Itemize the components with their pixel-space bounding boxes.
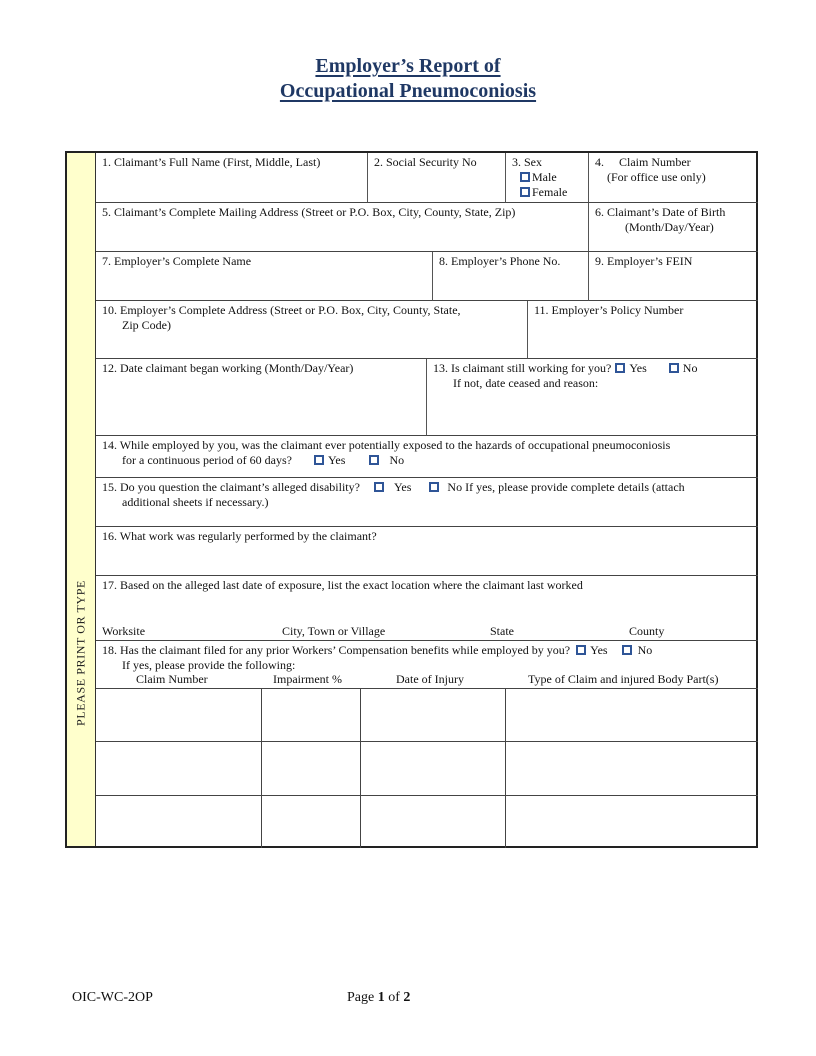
column-county: County bbox=[629, 624, 665, 638]
field-label: 6. Claimant’s Date of Birth bbox=[595, 205, 726, 219]
prior-claim-1-date[interactable] bbox=[361, 689, 506, 742]
field-prior-claims bbox=[96, 641, 758, 689]
field-policy-number[interactable] bbox=[528, 301, 758, 359]
page-indicator bbox=[347, 990, 410, 1006]
checkbox-exposure-no[interactable] bbox=[369, 455, 379, 465]
prior-claim-2-type[interactable] bbox=[506, 742, 758, 796]
field-last-work-location[interactable] bbox=[96, 576, 758, 641]
option-label: No bbox=[389, 453, 405, 467]
field-label: 10. Employer’s Complete Address (Street or P.O. Box, City, County, State, bbox=[102, 303, 461, 317]
field-label: 16. What work was regularly performed by the claimant? bbox=[102, 529, 377, 543]
option-label: Yes bbox=[590, 643, 608, 657]
column-claim-type: Type of Claim and injured Body Part(s) bbox=[528, 672, 719, 686]
sidebar bbox=[67, 153, 96, 846]
column-city: City, Town or Village bbox=[282, 624, 386, 638]
page-prefix: Page bbox=[347, 990, 378, 1005]
field-label: 8. Employer’s Phone No. bbox=[439, 254, 561, 268]
field-employer-address[interactable] bbox=[96, 301, 528, 359]
checkbox-prior-claims-no[interactable] bbox=[622, 645, 632, 655]
field-employer-phone[interactable] bbox=[433, 252, 589, 301]
option-label: No If yes, please provide complete details (attach bbox=[447, 480, 685, 494]
field-label: 13. Is claimant still working for you? bbox=[433, 361, 612, 375]
field-claim-number bbox=[589, 153, 758, 203]
field-label: 7. Employer’s Complete Name bbox=[102, 254, 252, 268]
field-label: 18. Has the claimant filed for any prior Workers’ Compensation benefits while employed by you? bbox=[102, 643, 571, 657]
field-work-performed[interactable] bbox=[96, 527, 758, 576]
prior-claim-1-impairment[interactable] bbox=[262, 689, 361, 742]
checkbox-male[interactable] bbox=[520, 172, 530, 182]
field-label-cont: for a continuous period of 60 days? bbox=[122, 453, 292, 467]
field-label: 2. Social Security No bbox=[374, 155, 477, 169]
checkbox-exposure-yes[interactable] bbox=[314, 455, 324, 465]
field-label-cont: Zip Code) bbox=[122, 318, 171, 332]
column-worksite: Worksite bbox=[102, 624, 146, 638]
field-employer-fein[interactable] bbox=[589, 252, 758, 301]
field-question-disability[interactable] bbox=[96, 478, 758, 527]
option-label: Yes bbox=[629, 361, 647, 375]
claim-form bbox=[65, 151, 758, 848]
prior-claim-2-date[interactable] bbox=[361, 742, 506, 796]
checkbox-disability-no[interactable] bbox=[429, 482, 439, 492]
field-still-working[interactable] bbox=[427, 359, 758, 436]
option-label: No bbox=[682, 361, 698, 375]
option-label: Male bbox=[532, 170, 557, 184]
field-label: 11. Employer’s Policy Number bbox=[534, 303, 684, 317]
field-note: (For office use only) bbox=[607, 170, 706, 184]
column-date-of-injury: Date of Injury bbox=[396, 672, 464, 686]
prior-claim-2-number[interactable] bbox=[96, 742, 262, 796]
field-exposure-60-days bbox=[96, 436, 758, 478]
page-number: 1 bbox=[377, 990, 385, 1005]
option-label: Yes bbox=[327, 453, 346, 467]
prior-claim-3-number[interactable] bbox=[96, 796, 262, 848]
column-state: State bbox=[490, 624, 514, 638]
field-label-cont: If yes, please provide the following: bbox=[122, 658, 296, 672]
checkbox-still-working-no[interactable] bbox=[669, 363, 679, 373]
field-employer-name[interactable] bbox=[96, 252, 433, 301]
field-date-began-working[interactable] bbox=[96, 359, 427, 436]
prior-claim-3-date[interactable] bbox=[361, 796, 506, 848]
field-note: (Month/Day/Year) bbox=[625, 220, 714, 234]
prior-claim-3-impairment[interactable] bbox=[262, 796, 361, 848]
field-label: 1. Claimant’s Full Name (First, Middle, Last) bbox=[102, 155, 321, 169]
field-label: 4. Claim Number bbox=[595, 155, 691, 169]
sidebar-label: PLEASE PRINT OR TYPE bbox=[73, 580, 88, 726]
field-label: 12. Date claimant began working (Month/Day/Year) bbox=[102, 361, 354, 375]
field-note: If not, date ceased and reason: bbox=[453, 376, 599, 390]
checkbox-still-working-yes[interactable] bbox=[615, 363, 625, 373]
page-total: 2 bbox=[403, 990, 411, 1005]
column-impairment: Impairment % bbox=[273, 672, 342, 686]
field-sex bbox=[506, 153, 589, 203]
checkbox-prior-claims-yes[interactable] bbox=[576, 645, 586, 655]
field-label: 5. Claimant’s Complete Mailing Address (Street or P.O. Box, City, County, State, Zip) bbox=[102, 205, 516, 219]
field-ssn[interactable] bbox=[368, 153, 506, 203]
field-label-cont: additional sheets if necessary.) bbox=[122, 495, 269, 509]
checkbox-female[interactable] bbox=[520, 187, 530, 197]
checkbox-disability-yes[interactable] bbox=[374, 482, 384, 492]
option-label: Yes bbox=[393, 480, 412, 494]
option-label: Female bbox=[532, 185, 568, 199]
option-label: No bbox=[637, 643, 653, 657]
form-title-line2: Occupational Pneumoconiosis bbox=[279, 80, 537, 102]
prior-claim-1-number[interactable] bbox=[96, 689, 262, 742]
field-label: 15. Do you question the claimant’s alleged disability? bbox=[102, 480, 360, 494]
prior-claim-2-impairment[interactable] bbox=[262, 742, 361, 796]
form-title-line1: Employer’s Report of bbox=[315, 55, 501, 77]
form-id: OIC-WC-2OP bbox=[72, 990, 153, 1005]
field-label: 9. Employer’s FEIN bbox=[595, 254, 693, 268]
prior-claim-3-type[interactable] bbox=[506, 796, 758, 848]
column-claim-number: Claim Number bbox=[136, 672, 208, 686]
field-label: 17. Based on the alleged last date of exposure, list the exact location where the claimant last worked bbox=[102, 578, 583, 592]
prior-claim-1-type[interactable] bbox=[506, 689, 758, 742]
field-mailing-address[interactable] bbox=[96, 203, 589, 252]
field-label: 3. Sex bbox=[512, 155, 542, 169]
field-claimant-name[interactable] bbox=[96, 153, 368, 203]
page-of: of bbox=[384, 990, 404, 1005]
field-label: 14. While employed by you, was the claimant ever potentially exposed to the hazards of occupational pneumoconiosis bbox=[102, 438, 671, 452]
field-date-of-birth[interactable] bbox=[589, 203, 758, 252]
